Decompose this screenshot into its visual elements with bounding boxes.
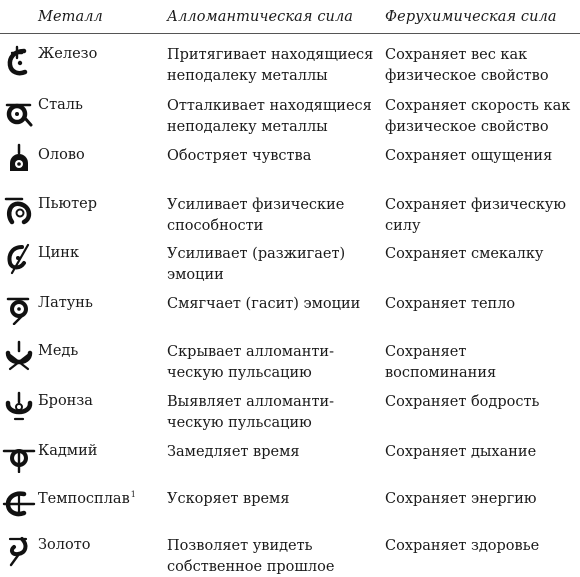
feruchemical-power: Сохраняет дыхание <box>385 444 537 460</box>
pewter-symbol-icon <box>2 192 36 226</box>
iron-symbol-icon <box>2 44 36 78</box>
feruchemical-power: Сохраняет вес как физическое свойство <box>385 47 549 84</box>
allomantic-power: Усиливает физические способности <box>167 197 345 234</box>
header-feruchemical: Ферухимическая сила <box>385 9 557 25</box>
metal-name: Пьютер <box>38 196 98 212</box>
allomantic-power: Скрывает алломанти-ческую пульсацию <box>167 344 334 381</box>
metal-name: Кадмий <box>38 443 98 459</box>
allomantic-power: Позволяет увидеть собственное прошлое <box>167 538 335 575</box>
header-allomantic: Алломантическая сила <box>167 9 354 25</box>
tin-symbol-icon <box>2 143 36 177</box>
feruchemical-power: Сохраняет ощущения <box>385 148 553 164</box>
metal-name: Железо <box>38 46 98 62</box>
cadmium-symbol-icon <box>2 439 36 473</box>
allomantic-power: Усиливает (разжигает) эмоции <box>167 246 346 283</box>
metal-name <box>38 490 136 507</box>
allomantic-power: Смягчает (гасит) эмоции <box>167 296 361 312</box>
feruchemical-power: Сохраняет физическую силу <box>385 197 567 234</box>
allomantic-power: Ускоряет время <box>167 491 290 507</box>
bendalloy-symbol-icon <box>2 486 36 520</box>
metal-name: Латунь <box>38 295 93 311</box>
feruchemical-power: Сохраняет тепло <box>385 296 516 312</box>
metal-name: Олово <box>38 147 85 163</box>
metal-name-text: Темпосплав <box>38 491 130 507</box>
metal-name: Цинк <box>38 245 80 261</box>
zinc-symbol-icon <box>2 241 36 275</box>
footnote-marker: 1 <box>130 490 136 499</box>
steel-symbol-icon <box>2 95 36 129</box>
copper-symbol-icon <box>2 339 36 373</box>
gold-symbol-icon <box>2 533 36 567</box>
header-divider <box>0 33 580 34</box>
metal-name: Сталь <box>38 97 83 113</box>
metal-name: Бронза <box>38 393 93 409</box>
brass-symbol-icon <box>2 291 36 325</box>
feruchemical-power: Сохраняет смекалку <box>385 246 544 262</box>
allomantic-power: Замедляет время <box>167 444 300 460</box>
metal-name: Медь <box>38 343 79 359</box>
metal-name: Золото <box>38 537 91 553</box>
feruchemical-power: Сохраняет здоровье <box>385 538 540 554</box>
allomantic-power: Выявляет алломанти-ческую пульсацию <box>167 394 335 431</box>
allomantic-power: Обостряет чувства <box>167 148 312 164</box>
bronze-symbol-icon <box>2 389 36 423</box>
header-metal: Металл <box>38 9 103 25</box>
allomantic-power: Притягивает находящиеся неподалеку металлы <box>167 47 374 84</box>
feruchemical-power: Сохраняет воспоминания <box>385 344 497 381</box>
feruchemical-power: Сохраняет бодрость <box>385 394 540 410</box>
allomantic-power: Отталкивает находящиеся неподалеку металлы <box>167 98 372 135</box>
feruchemical-power: Сохраняет скорость как физическое свойство <box>385 98 571 135</box>
feruchemical-power: Сохраняет энергию <box>385 491 537 507</box>
